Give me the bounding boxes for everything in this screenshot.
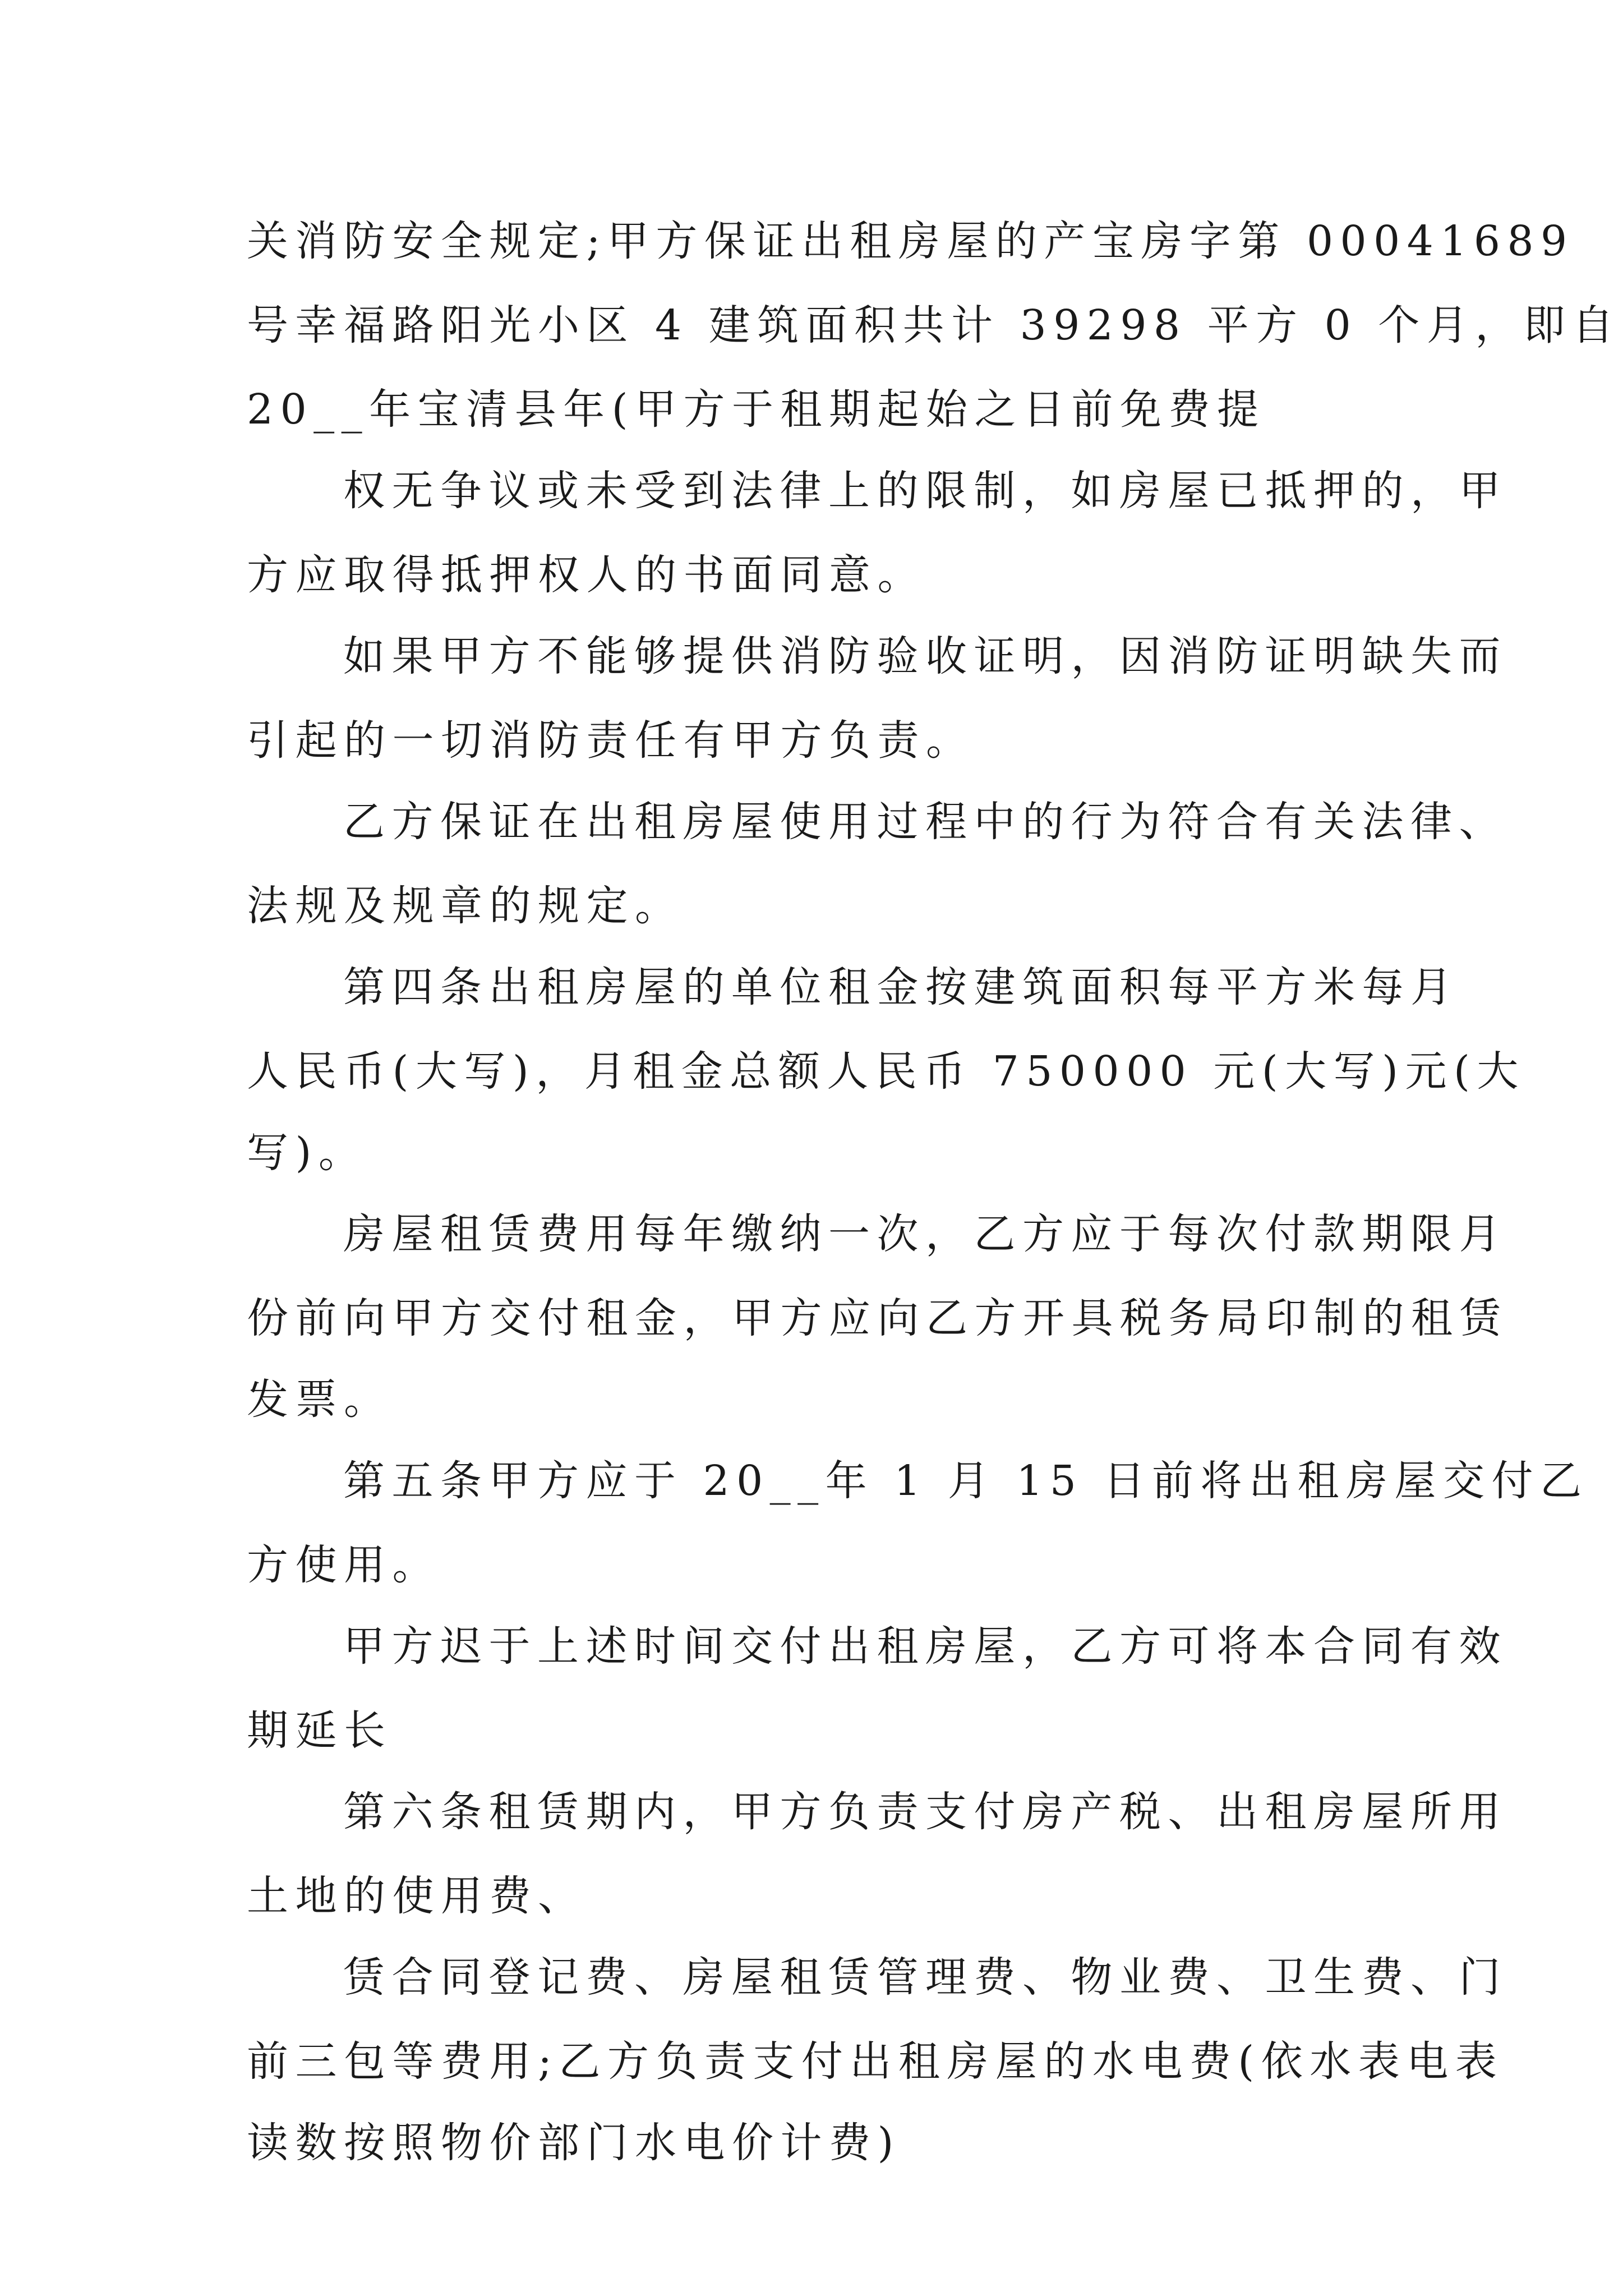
text-line: 读数按照物价部门水电价计费) [247, 2119, 901, 2167]
text-line: 20__年宝清县年(甲方于租期起始之日前免费提 [247, 385, 1266, 434]
text-line: 引起的一切消防责任有甲方负责。 [247, 716, 975, 765]
text-line: 发票。 [247, 1375, 393, 1424]
text-line: 房屋租赁费用每年缴纳一次，乙方应于每次付款期限月 [343, 1210, 1507, 1258]
text-line: 如果甲方不能够提供消防验收证明，因消防证明缺失而 [343, 632, 1507, 680]
text-line: 赁合同登记费、房屋租赁管理费、物业费、卫生费、门 [343, 1953, 1507, 2001]
text-line: 乙方保证在出租房屋使用过程中的行为符合有关法律、 [343, 798, 1507, 846]
text-line: 法规及规章的规定。 [247, 882, 684, 930]
text-line: 第四条出租房屋的单位租金按建筑面积每平方米每月 [343, 963, 1459, 1011]
text-line: 人民币(大写)，月租金总额人民币 750000 元(大写)元(大 [247, 1047, 1525, 1096]
text-line: 第五条甲方应于 20__年 1 月 15 日前将出租房屋交付乙 [343, 1457, 1589, 1505]
text-line: 方使用。 [247, 1541, 441, 1589]
text-line: 方应取得抵押权人的书面同意。 [247, 551, 926, 599]
text-line: 甲方迟于上述时间交付出租房屋，乙方可将本合同有效 [343, 1622, 1507, 1671]
text-line: 第六条租赁期内，甲方负责支付房产税、出租房屋所用 [343, 1788, 1507, 1836]
text-line: 写)。 [247, 1129, 367, 1177]
text-line: 号幸福路阳光小区 4 建筑面积共计 39298 平方 0 个月，即自 [247, 301, 1621, 349]
text-line: 权无争议或未受到法律上的限制，如房屋已抵押的，甲 [343, 467, 1507, 515]
text-line: 期延长 [247, 1706, 393, 1755]
text-line: 关消防安全规定;甲方保证出租房屋的产宝房字第 00041689 [247, 217, 1574, 265]
text-line: 前三包等费用;乙方负责支付出租房屋的水电费(依水表电表 [247, 2037, 1504, 2086]
text-line: 份前向甲方交付租金，甲方应向乙方开具税务局印制的租赁 [247, 1294, 1508, 1342]
text-line: 土地的使用费、 [247, 1872, 587, 1920]
